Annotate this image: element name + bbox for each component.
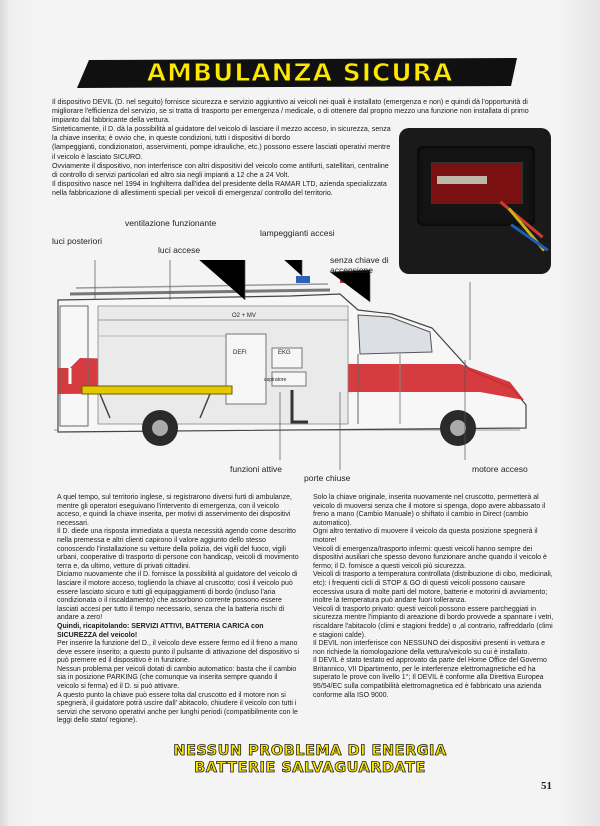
label-aspiratore: aspiratore [264, 377, 287, 383]
intro-paragraph: Ovviamente il dispositivo, non interferisce con altri dispositivi del veicolo come antifurti, satellitari, centraline di controllo di servizi particolari ed altro sia negli impianti a 12 che a 24 Volt. [52, 161, 389, 179]
label-ventilazione: ventilazione funzionante [125, 218, 217, 228]
body-paragraph-highlight: Quindi, ricapitolando: SERVIZI ATTIVI, BATTERIA CARICA con SICUREZZA del veicolo! [57, 622, 264, 639]
intro-paragraph: Il dispositivo nasce nel 1994 in Inghilterra dall'idea del presidente della RAMAR LTD, azienda specializzata nella fabbricazione di allestimenti speciali per veicoli di emergenza/ controllo del territorio. [52, 179, 387, 197]
footer-line-2: BATTERIE SALVAGUARDATE [194, 760, 426, 776]
label-senza-chiave: senza chiave di accensione [330, 255, 389, 275]
device-label-sticker [437, 176, 487, 184]
label-luci-posteriori: luci posteriori [52, 236, 103, 246]
page-title: AMBULANZA SICURA [146, 58, 454, 87]
devil-device-photo [399, 128, 551, 274]
body-paragraph: Solo la chiave originale, inserita nuovamente nel cruscotto, permetterà al veicolo di muoversi senza che il motore si spenga, dopo avere abbassato il freno a mano (Cambio Manuale) o shiftato il cambio in Direct (cambio automatico). [313, 494, 546, 527]
body-paragraph: Il DEVIL non interferisce con NESSUNO dei dispositivi presenti in vettura e non richiede la riomologazione della vettura/veicolo su cui è installato. [313, 640, 546, 656]
body-paragraph: Ogni altro tentativo di muovere il veicolo da questa posizione spegnerà il motore! [313, 528, 538, 544]
footer-line-1: NESSUN PROBLEMA DI ENERGIA [173, 743, 447, 759]
body-paragraph: Il D. diede una risposta immediata a questa necessità agendo come descritto nella premessa e altri clienti capirono il valore aggiunto dello stesso conoscendo l'installazione su vetture della polizia, dei vigili del fuoco, vigili urbani, cooperative di trasporto di persone con handicap, veicoli di movimento terra e, da ultimo, vetture di privati cittadini. [57, 528, 299, 570]
label-funzioni-attive: funzioni attive [230, 464, 282, 474]
body-paragraph: Nessun problema per veicoli dotati di cambio automatico: basta che il cambio sia in posizione PARKING (che comunque va inserita sempre quando il veicolo si ferma) ed il D. si può attivare. [57, 665, 297, 691]
body-paragraph: Veicoli di trasporto a temperatura controllata (distribuzione di cibo, medicinali, etc): i frequenti cicli di STOP & GO di questi veicoli possono causare eccessiva usura di molte parti del motore, batterie e motorini di avviamento; inoltre la temperatura può andare fuori tolleranza. [313, 571, 553, 605]
body-paragraph: Diciamo nuovamente che il D. fornisce la possibilità al guidatore del veicolo di lasciare il motore acceso, togliendo la chiave al cruscotto; così il veicolo può essere lasciato sicuro e tutti gli equipaggiamenti di bordo (incluso l'aria condizionata o il riscaldamento) che assorbono corrente possono essere lasciati accesi per tutto il tempo necessario, senza che la batteria rischi di andare a zero! [57, 571, 298, 622]
body-paragraph: Veicoli di trasporto privato: questi veicoli possono essere parcheggiati in sicurezza mentre l'impianto di areazione di bordo provvede a spannare i vetri, riscaldare l'abitacolo (climi e stagioni fredde) o ,al contrario, raffreddarlo (climi e stagioni calde). [313, 605, 554, 639]
body-paragraph: A questo punto la chiave può essere tolta dal cruscotto ed il motore non si spegnerà, il guidatore potrà uscire dall' abitacolo, chiudere il veicolo con tutti i servizi che servono operativi anche per lunghi periodi (compatibilmente con le leggi dello stato/ regione). [57, 691, 298, 725]
body-paragraph: Il DEVIL è stato testato ed approvato da parte del Home Office del Governo Britannico, VII Dipartimento, per le interferenze elettromagnetiche ed ha superato le prove con livello 1°; Il DEVIL è conforme alla Direttiva Europea 95/54/EC sulla compatibilità elettromagnetica ed è fabbricato una azienda conforme alla ISO 9000. [313, 657, 547, 699]
page-number: 51 [541, 780, 552, 792]
intro-paragraph: (lampeggianti, condizionatori, asservimenti, pompe idrauliche, etc.) possono essere lasciati operativi mentre il veicolo è lasciato SICURO. [52, 143, 391, 161]
body-paragraph: A quel tempo, sul territorio inglese, si registrarono diversi furti di ambulanze, mentre gli operatori eseguivano l'intervento di emergenza, con il veicolo acceso, e quindi la chiave inserita, per motivi di asservimento dei dispositivi necessari. [57, 494, 292, 527]
label-motore-acceso: motore acceso [472, 464, 528, 474]
left-column [57, 494, 301, 726]
footer-slogan [120, 743, 500, 777]
intro-paragraph: Il dispositivo DEVIL (D. nel seguito) fornisce sicurezza e servizio aggiuntivo ai veicoli nei quali è installato (emergenza e non) e quindi dà l'opportunità di migliorare l'efficienza del servizio, se si tratta di trasporto per emergenza / medicale, o di ottenere dal proprio mezzo una funzione non installata di primo impianto dal fabbricante della vettura. [52, 98, 529, 125]
body-paragraph: Per inserire la funzione del D., il veicolo deve essere fermo ed il freno a mano deve essere inserito; a questo punto il pulsante di attivazione del dispositivo si può premere ed il dispositivo è in funzione. [57, 640, 300, 665]
label-porte-chiuse: porte chiuse [304, 473, 351, 483]
right-column [313, 494, 557, 700]
label-lampeggianti: lampeggianti accesi [260, 228, 335, 238]
intro-paragraph: Sinteticamente, il D. dà la possibilità al guidatore del veicolo di lasciare il mezzo acceso, in sicurezza, senza la chiave inserita; è ovvio che, in queste condizioni, tutti i dispositivi di bordo [52, 125, 391, 143]
label-defi: DEFI [233, 350, 247, 356]
label-o2: O2 + MV [232, 313, 256, 319]
label-luci-accese: luci accese [158, 245, 201, 255]
ambulance-diagram [40, 260, 560, 485]
body-paragraph: Veicoli di emergenza/trasporto infermi: questi veicoli hanno sempre dei dispositivi ausiliari che spesso devono funzionare anche quando il veicolo è fermo; il D. fornisce a questi veicoli più sicurezza. [313, 545, 547, 570]
label-ekg: EKG [278, 350, 291, 356]
